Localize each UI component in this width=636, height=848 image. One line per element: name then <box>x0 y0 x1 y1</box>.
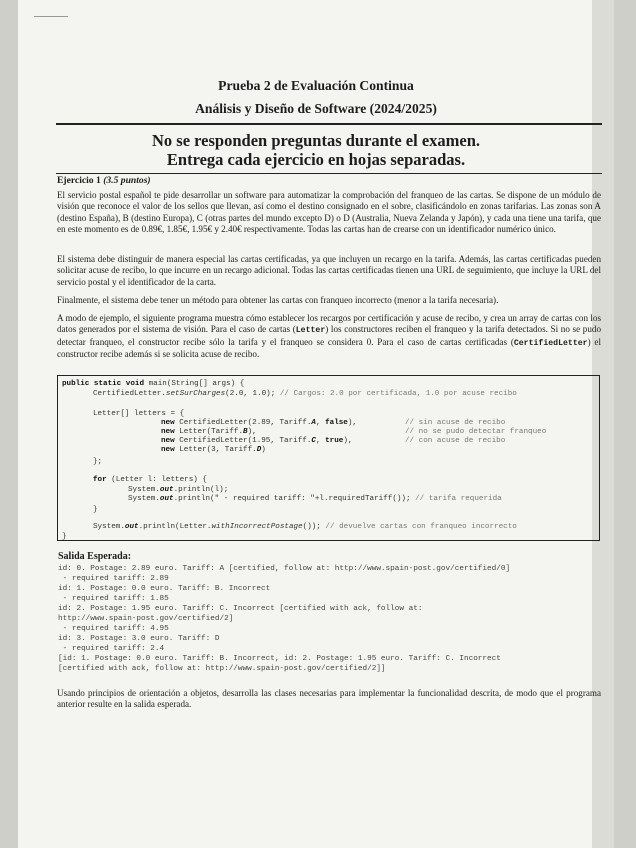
output-line: id: 0. Postage: 2.89 euro. Tariff: A [certified, follow at: http://www.spain-post.gov/certified/0] <box>58 565 511 573</box>
code-line-13: System.out.println(Letter.withIncorrectPostage()); // devuelve cartas con franqueo incorrecto <box>93 523 517 531</box>
warning-line-2: Entrega cada ejercicio en hojas separadas. <box>166 150 466 169</box>
course-title: Análisis y Diseño de Software (2024/2025) <box>195 101 437 116</box>
paragraph-4: A modo de ejemplo, el siguiente programa muestra cómo establecer los recargos por certificación y acuse de recibo, y crea un array de cartas con los datos generados por el sistema de visión. Para el caso de cartas (Letter) los constructores reciben el franqueo y la tarifa detectados. Si no se pudo detectar franqueo, el constructor recibe sólo la tarifa y el franqueo se considera 0. Para el caso de cartas certificadas (CertifiedLetter) el constructor recibe además si se solicita acuse de recibo. <box>57 313 601 360</box>
code-comment-5: // no se pudo detectar franqueo <box>405 428 547 436</box>
paragraph-2: El sistema debe distinguir de manera especial las cartas certificadas, ya que incluyen un recargo en la tarifa. Además, las cartas certificadas pueden solicitar acuse de recibo, lo que incurre en un recargo adicional. Todas las cartas certificadas tienen una URL de seguimiento, que incluye la URL del servicio postal y el identificador de la carta. <box>57 254 601 287</box>
exam-title: Prueba 2 de Evaluación Continua <box>218 78 414 93</box>
code-line-3: Letter[] letters = { <box>93 410 185 418</box>
divider-top <box>56 123 602 125</box>
exam-page <box>18 0 614 848</box>
code-line-7: new Letter(3, Tariff.D) <box>161 446 266 454</box>
code-line-14: } <box>62 533 67 541</box>
final-instruction: Usando principios de orientación a objetos, desarrolla las clases necesarias para implementar la funcionalidad descrita, de modo que el programa anterior resulte en la salida esperada. <box>57 688 601 710</box>
code-line-10: System.out.println(l); <box>128 486 229 494</box>
output-line: id: 3. Postage: 3.0 euro. Tariff: D <box>58 635 220 643</box>
exercise-label: Ejercicio 1 <box>57 175 101 186</box>
output-line: id: 1. Postage: 0.0 euro. Tariff: B. Incorrect <box>58 585 271 593</box>
paragraph-1: El servicio postal español te pide desarrollar un software para automatizar la comprobación del franqueo de las cartas. Se dispone de un módulo de visión que reconoce el valor de los sellos que llevan, así como el destino consignado en el sobre, clasificándolo en zonas tarifarias. Las zonas son A (destino España), B (destino Europa), C (otras partes del mundo excepto D) o D (Australia, Nueva Zelanda y Japón), y cada una tiene una tarifa, que en este momento es de 0.89€, 1.85€, 1.95€ y 2.40€ respectivamente. Todas las cartas han de crearse con un identificador numérico único. <box>57 190 601 235</box>
code-line-12: } <box>93 506 98 514</box>
divider-bottom <box>56 173 602 174</box>
output-line: id: 2. Postage: 1.95 euro. Tariff: C. Incorrect [certified with ack, follow at: <box>58 605 423 613</box>
code-line-4: new CertifiedLetter(2.89, Tariff.A, false), <box>161 419 357 427</box>
corner-mark <box>34 16 68 17</box>
code-line-5: new Letter(Tariff.B), <box>161 428 257 436</box>
paragraph-3: Finalmente, el sistema debe tener un método para obtener las cartas con franqueo incorrecto (menor a la tarifa necesaria). <box>57 295 499 305</box>
output-line: [id: 1. Postage: 0.0 euro. Tariff: B. Incorrect, id: 2. Postage: 1.95 euro. Tariff: C. Incorrect <box>58 655 501 663</box>
output-line: [certified with ack, follow at: http://www.spain-post.gov/certified/2]] <box>58 665 386 673</box>
code-line-2: CertifiedLetter.setSurCharges(2.0, 1.0); // Cargos: 2.0 por certificada, 1.0 por acuse recibo <box>93 390 517 398</box>
code-line-9: for (Letter l: letters) { <box>93 476 207 484</box>
output-line: - required tariff: 2.89 <box>58 575 169 583</box>
output-line: http://www.spain-post.gov/certified/2] <box>58 615 234 623</box>
exercise-points: (3.5 puntos) <box>103 175 151 186</box>
code-comment-4: // sin acuse de recibo <box>405 419 506 427</box>
warning-line-1: No se responden preguntas durante el examen. <box>151 131 481 150</box>
expected-output-title: Salida Esperada: <box>58 551 132 562</box>
output-line: - required tariff: 1.85 <box>58 595 169 603</box>
code-line-6: new CertifiedLetter(1.95, Tariff.C, true), <box>161 437 353 445</box>
output-line: - required tariff: 2.4 <box>58 645 165 653</box>
code-ref-certified-letter: CertifiedLetter <box>513 338 588 348</box>
code-comment-6: // con acuse de recibo <box>405 437 506 445</box>
exercise-heading <box>57 175 151 186</box>
output-line: - required tariff: 4.95 <box>58 625 169 633</box>
code-line-1: public static void main(String[] args) { <box>62 380 245 388</box>
code-listing <box>57 375 600 541</box>
code-line-11: System.out.println(" - required tariff: "+l.requiredTariff()); // tarifa requerida <box>128 495 502 503</box>
code-line-8: }; <box>93 458 103 466</box>
code-ref-letter: Letter <box>295 326 326 336</box>
